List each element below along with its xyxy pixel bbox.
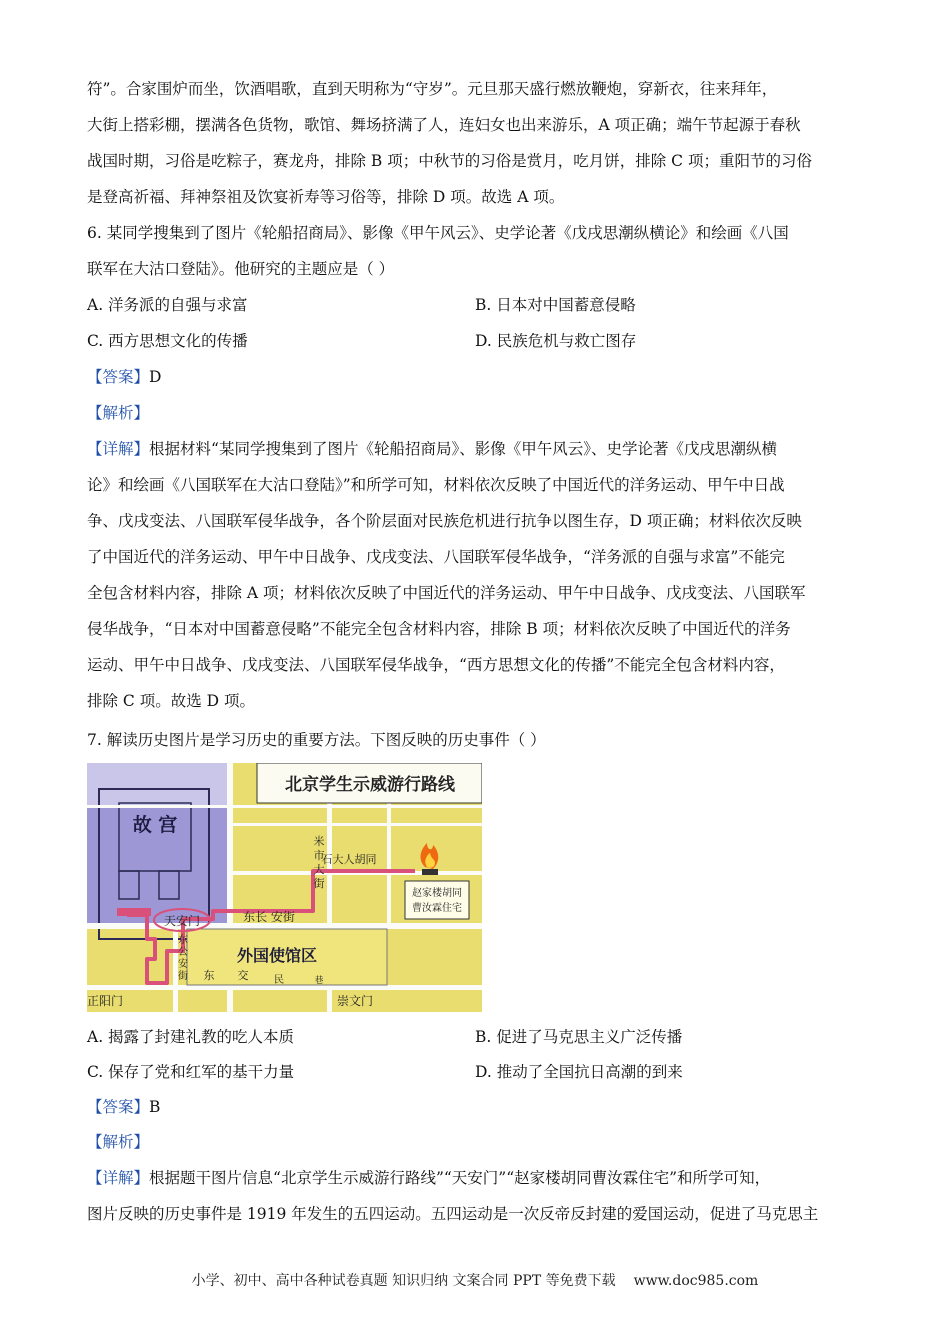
analysis-tag: 【解析】 <box>87 404 150 422</box>
q7-answer <box>87 1097 160 1117</box>
q7-analysis-tag <box>87 1132 149 1152</box>
q6-detail-line: 争、戊戌变法、八国联军侵华战争，各个阶层面对民族危机进行抗争以图生存，D 项正确；材料依次反映 <box>87 512 802 530</box>
label-tiananmen: 天安门 <box>163 914 201 928</box>
question-7-stem: 7. 解读历史图片是学习历史的重要方法。下图反映的历史事件（ ） <box>87 731 546 749</box>
tiananmen-gate <box>117 908 151 916</box>
label-mishi-1: 米 <box>313 835 325 848</box>
label-chongwenmen: 崇文门 <box>336 994 374 1008</box>
label-jiaomin-2: 交 <box>237 969 249 982</box>
road-top <box>87 805 482 808</box>
q6-option-a: A. 洋务派的自强与求富 <box>87 296 248 314</box>
road-jiaomin <box>87 985 482 990</box>
answer-tag: 【答案】 <box>87 368 150 386</box>
q7-detail-line <box>87 1168 863 1188</box>
q6-option-d: D. 民族危机与救亡图存 <box>475 332 637 350</box>
label-legation: 外国使馆区 <box>236 946 318 965</box>
paragraph-line: 战国时期，习俗是吃粽子，赛龙舟，排除 B 项；中秋节的习俗是赏月，吃月饼，排除 C 项；重阳节的习俗 <box>87 152 812 170</box>
q6-option-b: B. 日本对中国蓄意侵略 <box>475 296 636 314</box>
q6-option-c: C. 西方思想文化的传播 <box>87 332 248 350</box>
answer-value: D <box>149 368 162 386</box>
map-title: 北京学生示威游行路线 <box>285 775 455 795</box>
label-zhaojialou: 赵家楼胡同 <box>412 888 462 899</box>
label-mishi-3: 大 <box>313 863 325 876</box>
q7-detail-line: 图片反映的历史事件是 1919 年发生的五四运动。五四运动是一次反帝反封建的爱国运动，促进了马克思主 <box>87 1205 819 1223</box>
footer-url[interactable]: www.doc985.com <box>633 1273 759 1289</box>
label-donggongan-2: 公 <box>178 947 188 958</box>
question-6-stem: 联军在大沽口登陆》。他研究的主题应是（ ） <box>87 260 395 278</box>
label-palace: 故 宫 <box>132 814 178 836</box>
page-footer <box>0 1270 950 1290</box>
road-north <box>233 823 327 826</box>
q6-detail-line: 了中国近代的洋务运动、甲午中日战争、戊戌变法、八国联军侵华战争，“洋务派的自强与求富”不能完 <box>87 548 785 566</box>
label-jiaomin-1: 东 <box>203 969 215 982</box>
label-donggongan-4: 街 <box>178 971 188 982</box>
q6-answer <box>87 367 161 387</box>
q7-option-b: B. 促进了马克思主义广泛传播 <box>475 1028 683 1046</box>
label-dongchangan: 东长 安街 <box>243 910 295 924</box>
detail-text: 根据材料“某同学搜集到了图片《轮船招商局》、影像《甲午风云》、史学论著《戊戌思潮纵横 <box>149 440 777 458</box>
footer-text: 小学、初中、高中各种试卷真题 知识归纳 文案合同 PPT 等免费下载 <box>191 1273 616 1289</box>
paragraph-line: 是登高祈福、拜神祭祖及饮宴祈寿等习俗等，排除 D 项。故选 A 项。 <box>87 188 565 206</box>
analysis-tag: 【解析】 <box>87 1133 150 1151</box>
label-jiaomin-4: 巷 <box>314 976 324 986</box>
detail-text: 根据题干图片信息“北京学生示威游行路线”“天安门”“赵家楼胡同曹汝霖住宅”和所学可知， <box>149 1169 771 1187</box>
q7-option-a: A. 揭露了封建礼教的吃人本质 <box>87 1028 295 1046</box>
label-cao-residence: 曹汝霖住宅 <box>412 903 462 914</box>
label-mishi-2: 市 <box>313 849 325 862</box>
q7-option-c: C. 保存了党和红军的基干力量 <box>87 1063 295 1081</box>
label-zhengyangmen: 正阳门 <box>87 994 124 1008</box>
question-6-stem: 6. 某同学搜集到了图片《轮船招商局》、影像《甲午风云》、史学论著《戊戌思潮纵横论》和绘画《八国 <box>87 224 789 242</box>
protest-route-map <box>87 763 482 1012</box>
label-donggongan-3: 安 <box>178 959 188 970</box>
q6-detail-line: 侵华战争，“日本对中国蓄意侵略”不能完全包含材料内容，排除 B 项；材料依次反映了中国近代的洋务 <box>87 620 791 638</box>
label-mishi-4: 街 <box>313 877 325 890</box>
answer-tag: 【答案】 <box>87 1098 150 1116</box>
detail-tag: 【详解】 <box>87 1169 150 1187</box>
paragraph-line: 符”。合家围炉而坐，饮酒唱歌，直到天明称为“守岁”。元旦那天盛行燃放鞭炮，穿新衣，往来拜年， <box>87 80 778 98</box>
label-donggongan-1: 东 <box>178 935 188 946</box>
paragraph-line: 大街上搭彩棚，摆满各色货物，歌馆、舞场挤满了人，连妇女也出来游乐，A 项正确；端午节起源于春秋 <box>87 116 801 134</box>
q6-analysis-tag <box>87 403 149 423</box>
label-jiaomin-3: 民 <box>274 975 284 986</box>
q6-detail-line: 全包含材料内容，排除 A 项；材料依次反映了中国近代的洋务运动、甲午中日战争、戊戌变法、八国联军 <box>87 584 806 602</box>
palace-top-band <box>87 763 227 805</box>
detail-tag: 【详解】 <box>87 440 150 458</box>
answer-value: B <box>149 1098 161 1116</box>
label-shidaren: 石大人胡同 <box>321 853 377 866</box>
q7-option-d: D. 推动了全国抗日高潮的到来 <box>475 1063 683 1081</box>
road-north-east <box>332 823 482 826</box>
q6-detail-line: 排除 C 项。故选 D 项。 <box>87 692 255 710</box>
q6-detail-line: 论》和绘画《八国联军在大沽口登陆》”和所学可知，材料依次反映了中国近代的洋务运动、甲午中日战 <box>87 476 785 494</box>
q6-detail-line <box>87 439 863 459</box>
q6-detail-line: 运动、甲午中日战争、戊戌变法、八国联军侵华战争，“西方思想文化的传播”不能完全包含材料内容， <box>87 656 785 674</box>
